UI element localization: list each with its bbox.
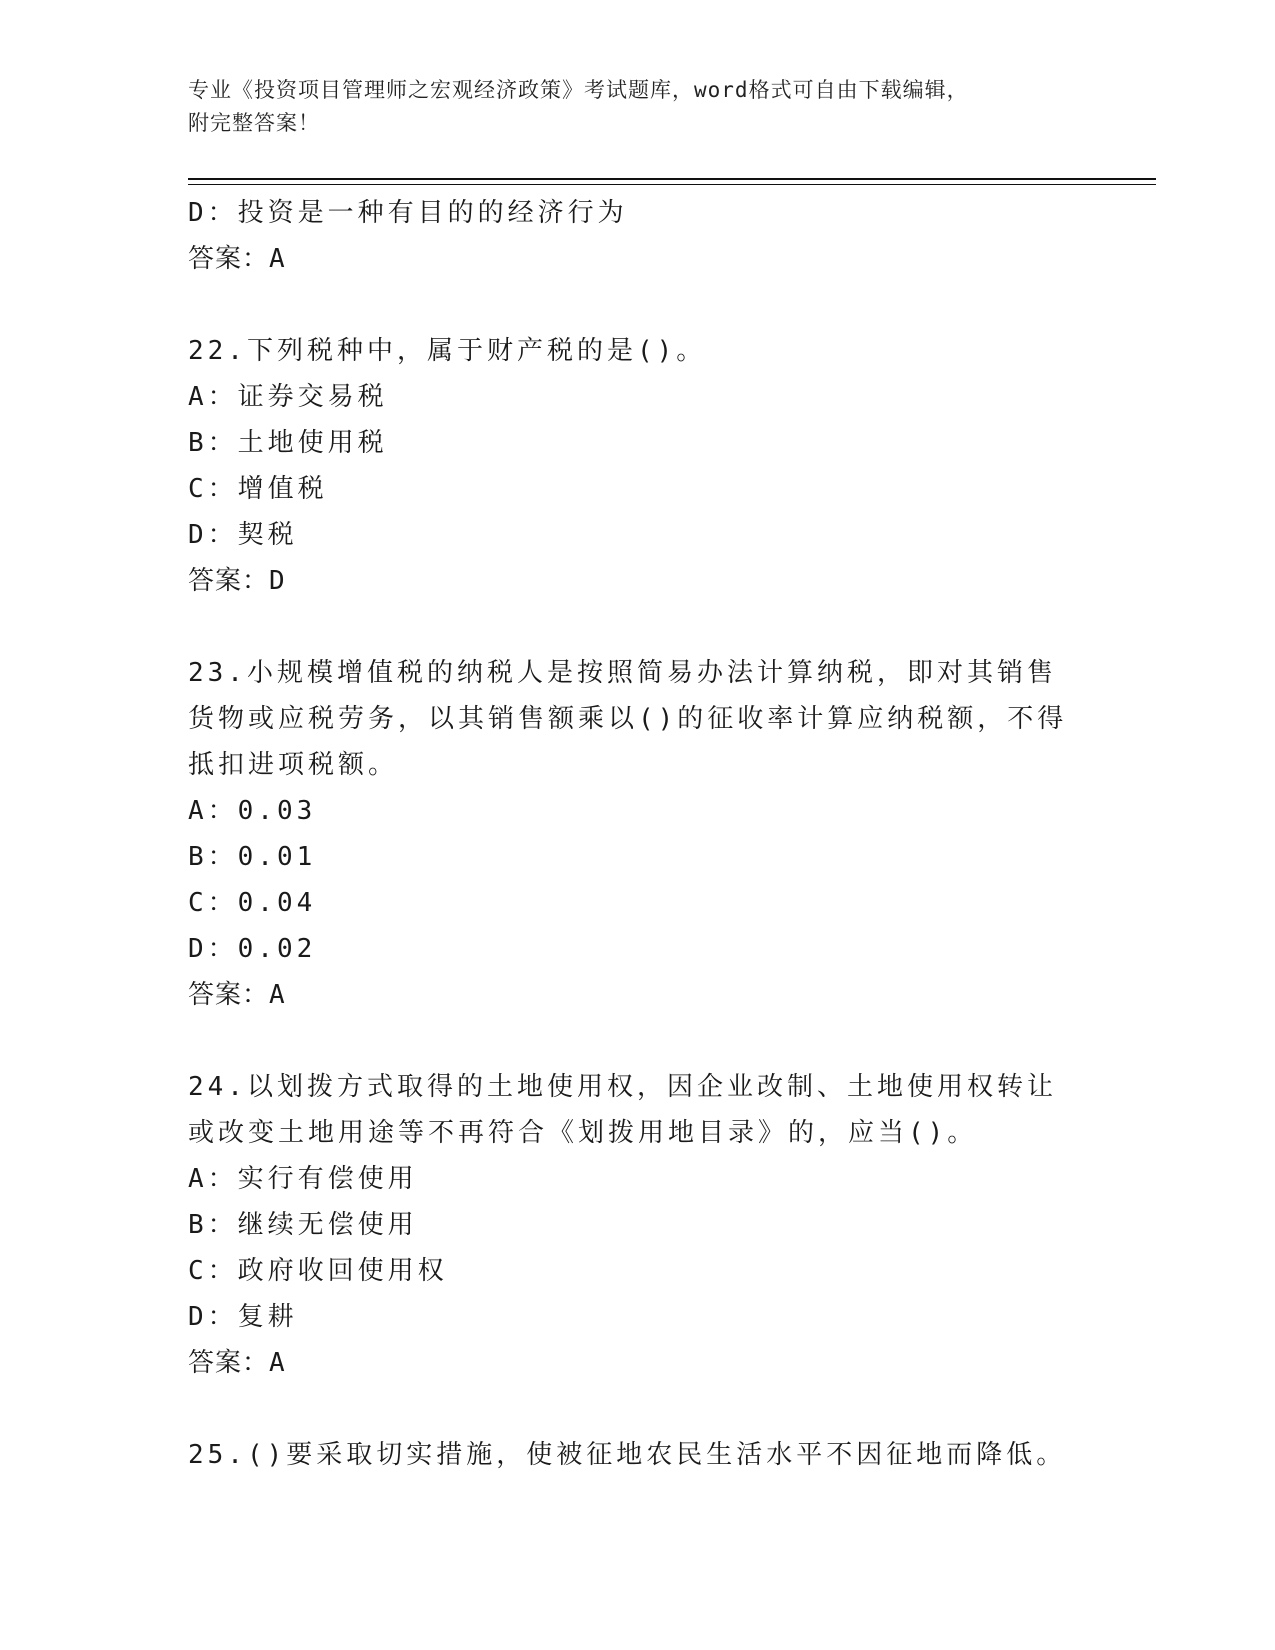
answer-line: [188, 1340, 1088, 1386]
option-a: A：证券交易税: [188, 382, 388, 412]
answer-label: 答案：: [188, 980, 270, 1010]
option-c: C：0.04: [188, 888, 317, 918]
answer-value: A: [269, 1348, 286, 1378]
answer-label: 答案：: [188, 244, 270, 274]
question-stem: 22.下列税种中，属于财产税的是()。: [188, 336, 707, 366]
question-24: [188, 1064, 1088, 1386]
answer-line: [188, 558, 1088, 604]
option-a: A：实行有偿使用: [188, 1164, 418, 1194]
option-d: D：契税: [188, 520, 298, 550]
question-22: [188, 328, 1088, 604]
question-25: [188, 1432, 1088, 1478]
question-list: [188, 190, 1088, 1478]
question-21-tail: [188, 190, 1088, 282]
question-23: [188, 650, 1088, 1018]
answer-line: [188, 972, 1088, 1018]
option-b: B：0.01: [188, 842, 317, 872]
answer-value: A: [269, 244, 286, 274]
document-header: [188, 74, 1088, 140]
question-stem: 23.小规模增值税的纳税人是按照简易办法计算纳税，即对其销售货物或应税劳务，以其销售额乘以()的征收率计算应纳税额，不得抵扣进项税额。: [188, 658, 1068, 780]
option-a: A：0.03: [188, 796, 317, 826]
option-d: D：0.02: [188, 934, 317, 964]
option-b: B：土地使用税: [188, 428, 388, 458]
header-divider-thin: [188, 184, 1156, 185]
answer-value: D: [269, 566, 286, 596]
header-line-2: 附完整答案！: [188, 111, 320, 135]
question-stem: 25.()要采取切实措施，使被征地农民生活水平不因征地而降低。: [188, 1440, 1067, 1470]
answer-label: 答案：: [188, 1348, 270, 1378]
question-stem: 24.以划拨方式取得的土地使用权，因企业改制、土地使用权转让或改变土地用途等不再符合《划拨用地目录》的，应当()。: [188, 1072, 1057, 1148]
option-d: D：投资是一种有目的的经济行为: [188, 198, 628, 228]
header-line-1: 专业《投资项目管理师之宏观经济政策》考试题库，word格式可自由下载编辑，: [188, 78, 969, 102]
answer-value: A: [269, 980, 286, 1010]
option-c: C：政府收回使用权: [188, 1256, 448, 1286]
option-b: B：继续无偿使用: [188, 1210, 418, 1240]
option-c: C：增值税: [188, 474, 328, 504]
answer-label: 答案：: [188, 566, 270, 596]
answer-line: [188, 236, 1088, 282]
header-divider-thick: [188, 178, 1156, 180]
option-d: D：复耕: [188, 1302, 298, 1332]
